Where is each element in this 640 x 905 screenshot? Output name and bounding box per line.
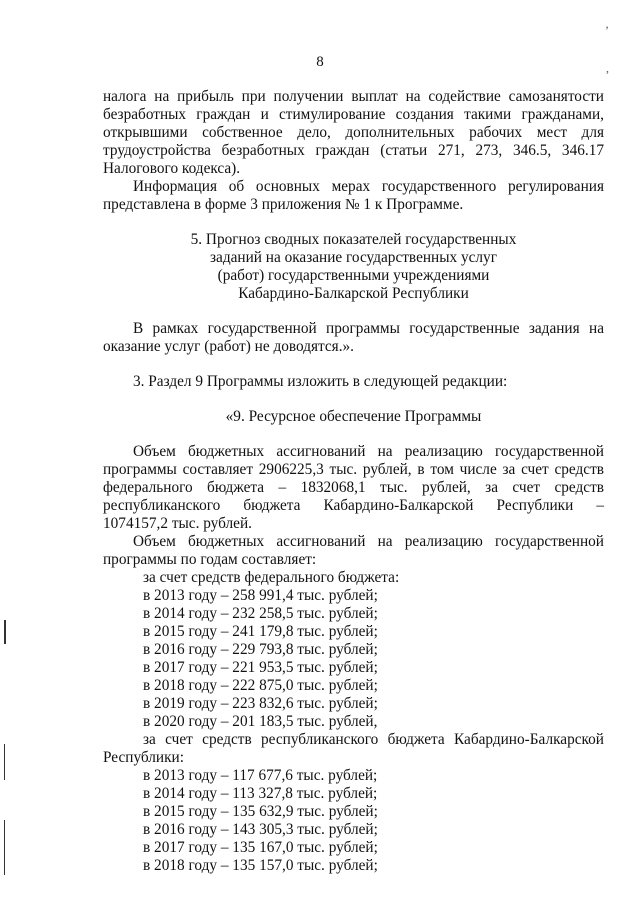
list-item: в 2018 году – 222 875,0 тыс. рублей; xyxy=(143,677,378,694)
list-item: в 2015 году – 135 632,9 тыс. рублей; xyxy=(143,803,378,820)
text-line: Объем бюджетных ассигнований на реализацию государственной xyxy=(133,443,604,460)
list-item: в 2014 году – 113 327,8 тыс. рублей; xyxy=(143,785,378,802)
list-item: в 2013 году – 258 991,4 тыс. рублей; xyxy=(143,587,378,604)
list-item: в 2019 году – 223 832,6 тыс. рублей; xyxy=(143,695,378,712)
page-number: 8 xyxy=(316,54,324,70)
scan-edge-mark xyxy=(4,744,5,780)
section-9-heading: «9. Ресурсное обеспечение Программы xyxy=(225,408,482,425)
scan-edge-mark xyxy=(4,620,6,644)
text-line: оказание услуг (работ) не доводятся.». xyxy=(103,338,355,355)
scan-speck: , xyxy=(606,61,609,75)
text-line: безработных граждан и стимулирование создания такими гражданами, xyxy=(103,106,604,123)
scan-speck: ’ xyxy=(605,23,609,37)
list-item: в 2017 году – 135 167,0 тыс. рублей; xyxy=(143,839,378,856)
heading-line: заданий на оказание государственных услуг xyxy=(210,249,497,266)
list-item: в 2015 году – 241 179,8 тыс. рублей; xyxy=(143,623,378,640)
list-intro: за счет средств федерального бюджета: xyxy=(143,569,400,586)
list-item: в 2016 году – 229 793,8 тыс. рублей; xyxy=(143,641,378,658)
list-item: в 2013 году – 117 677,6 тыс. рублей; xyxy=(143,767,378,784)
list-item: в 2017 году – 221 953,5 тыс. рублей; xyxy=(143,659,378,676)
list-item: в 2020 году – 201 183,5 тыс. рублей, xyxy=(143,713,378,730)
text-line: программы по годам составляет: xyxy=(103,551,317,568)
text-line: В рамках государственной программы государственные задания на xyxy=(133,320,604,337)
text-line: открывшими собственное дело, дополнительных рабочих мест для xyxy=(103,124,604,141)
amendment-item-3: 3. Раздел 9 Программы изложить в следующей редакции: xyxy=(133,373,508,390)
list-intro: за счет средств республиканского бюджета Кабардино-Балкарской xyxy=(143,731,604,748)
text-line: республиканского бюджета Кабардино-Балкарской Республики – xyxy=(103,497,604,514)
text-line: 1074157,2 тыс. рублей. xyxy=(103,515,252,532)
scan-edge-mark xyxy=(4,820,5,875)
text-line: федерального бюджета – 1832068,1 тыс. рублей, за счет средств xyxy=(103,479,604,496)
list-item: в 2018 году – 135 157,0 тыс. рублей; xyxy=(143,857,378,874)
text-line: представлена в форме 3 приложения № 1 к Программе. xyxy=(103,196,464,213)
heading-line: (работ) государственными учреждениями xyxy=(217,267,490,284)
text-line: Объем бюджетных ассигнований на реализацию государственной xyxy=(133,533,604,550)
text-line: трудоустройства безработных граждан (статьи 271, 273, 346.5, 346.17 xyxy=(103,142,604,159)
list-intro: Республики: xyxy=(103,749,184,766)
text-line: Налогового кодекса). xyxy=(103,160,241,177)
text-line: программы составляет 2906225,3 тыс. рублей, в том числе за счет средств xyxy=(103,461,604,478)
text-line: Информация об основных мерах государственного регулирования xyxy=(133,178,604,195)
heading-line: 5. Прогноз сводных показателей государственных xyxy=(190,231,517,248)
heading-line: Кабардино-Балкарской Республики xyxy=(238,285,469,302)
list-item: в 2016 году – 143 305,3 тыс. рублей; xyxy=(143,821,378,838)
list-item: в 2014 году – 232 258,5 тыс. рублей; xyxy=(143,605,378,622)
text-line: налога на прибыль при получении выплат на содействие самозанятости xyxy=(103,88,604,105)
